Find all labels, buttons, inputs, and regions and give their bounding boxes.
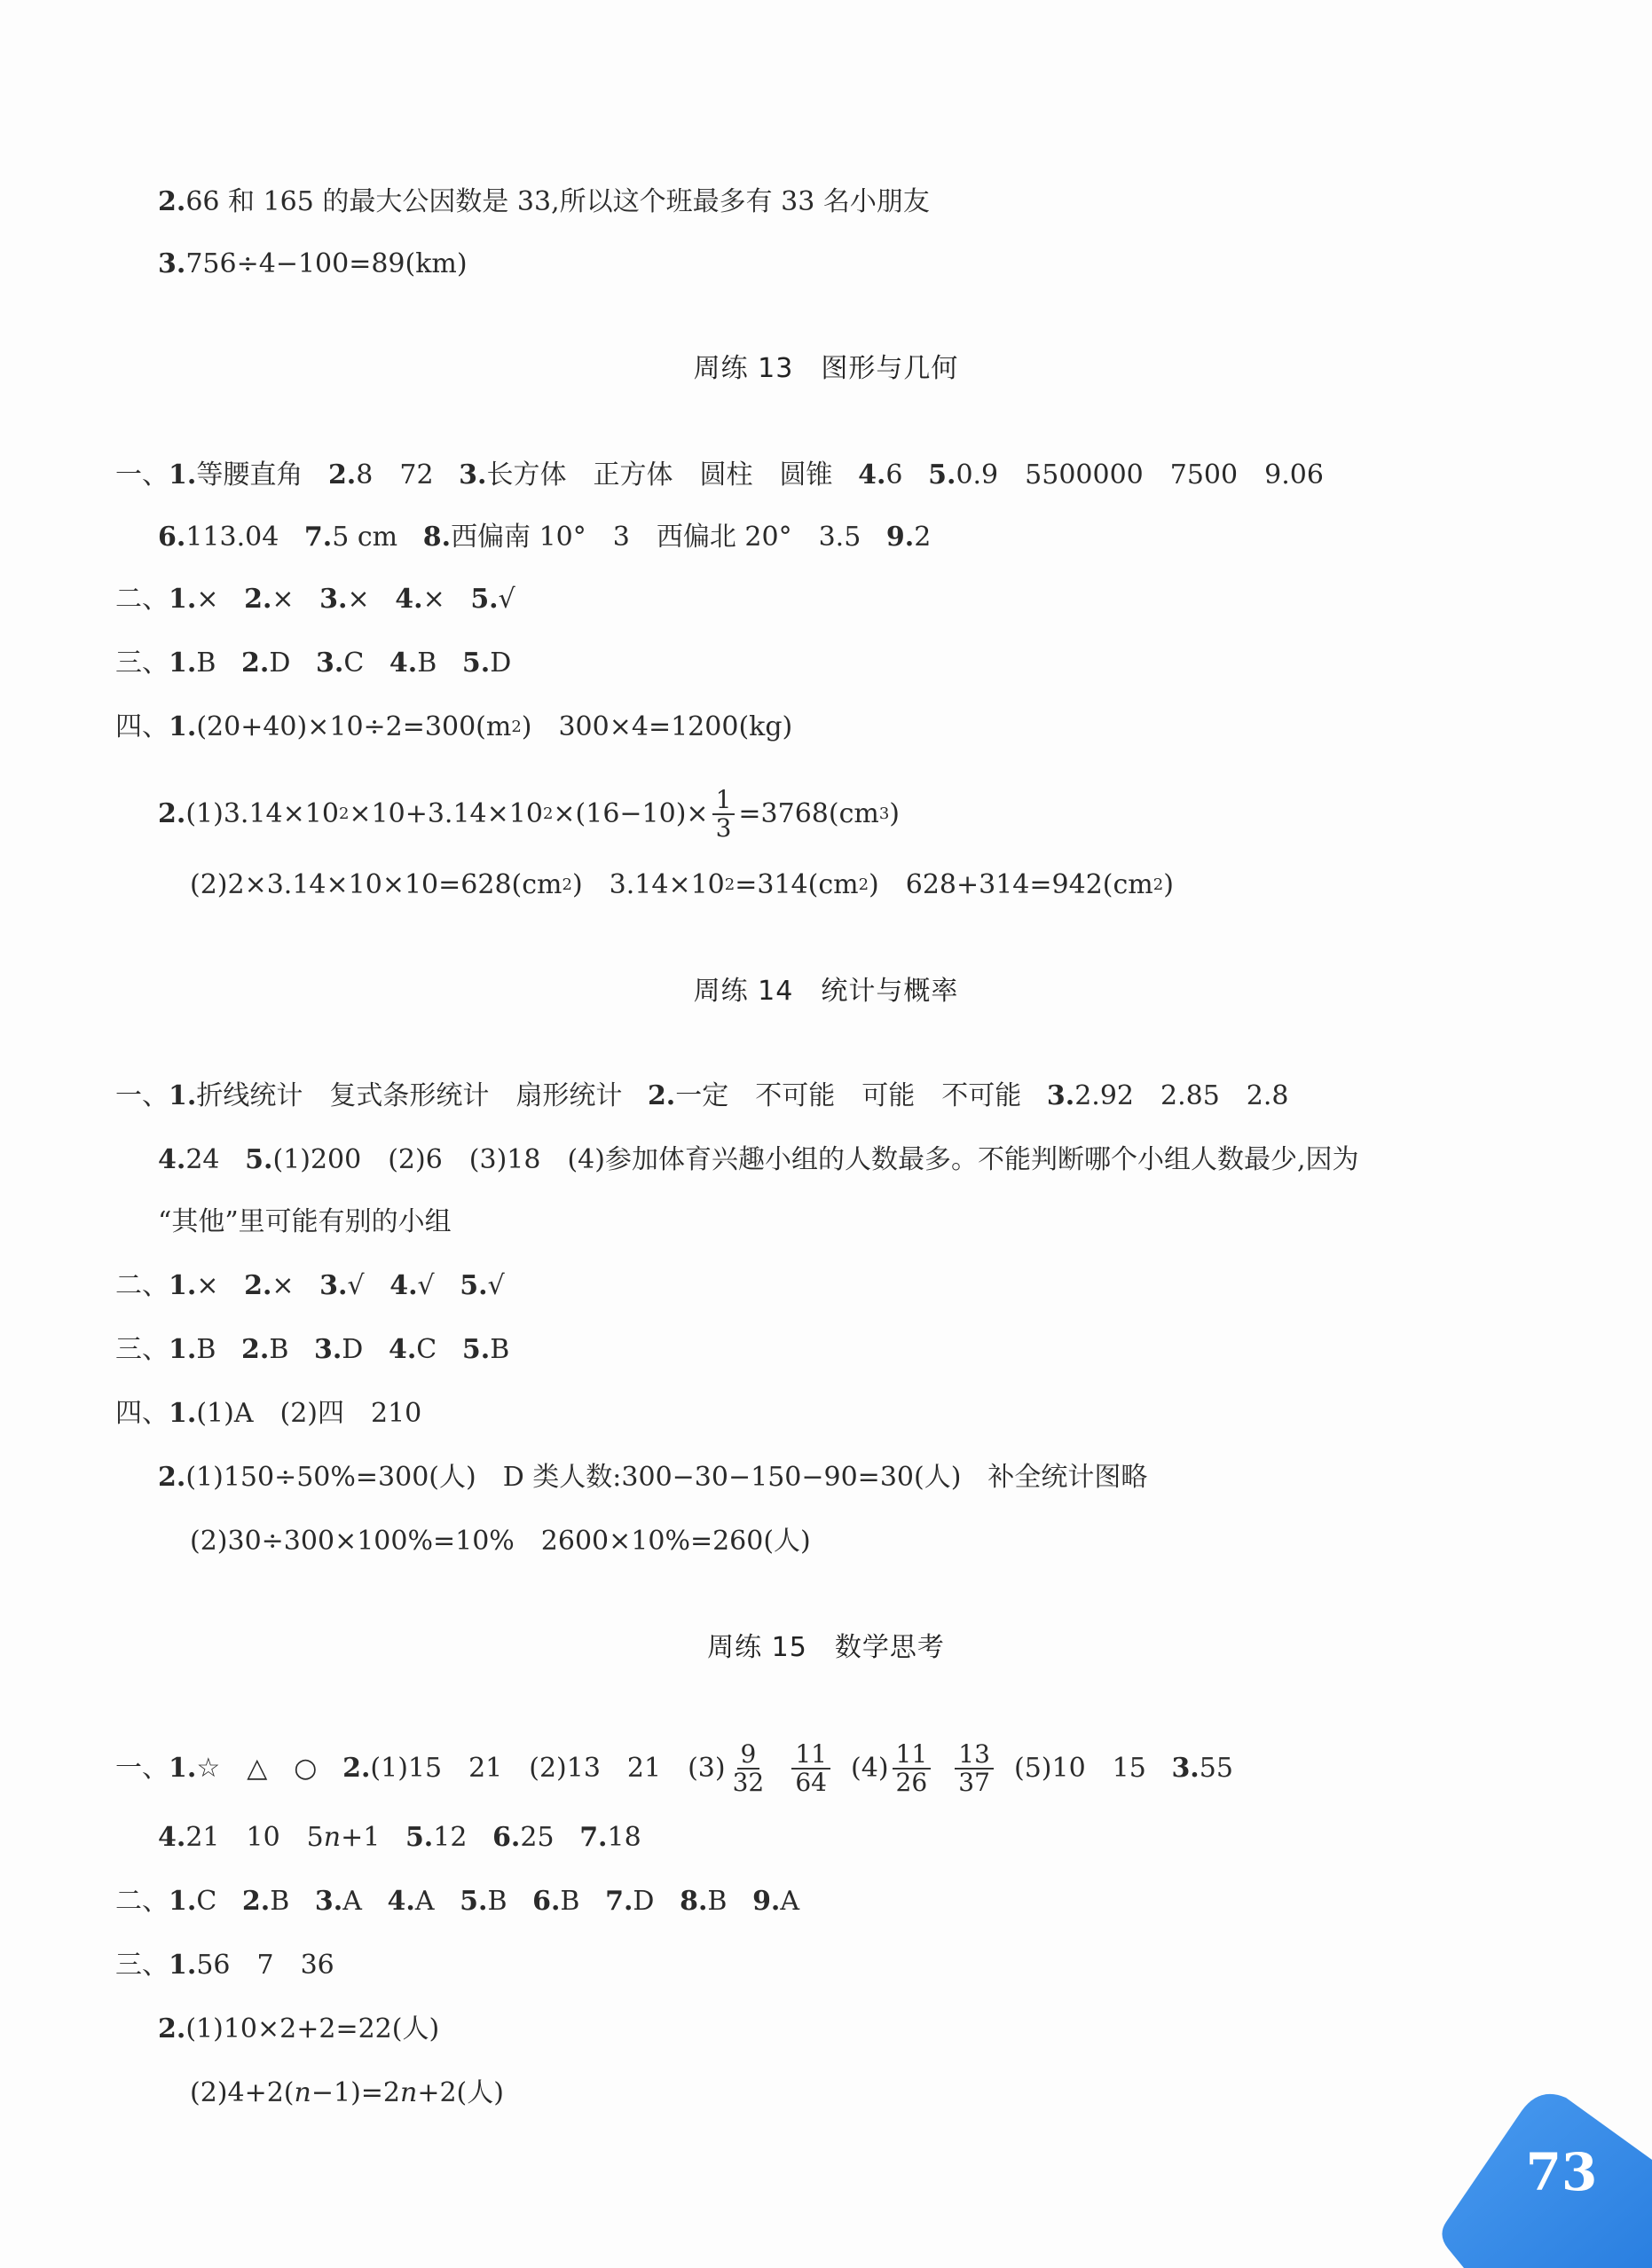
answer-text: 等腰直角 xyxy=(196,459,303,490)
answer-text: 66 和 165 的最大公因数是 33,所以这个班最多有 33 名小朋友 xyxy=(185,186,930,217)
item-number: 1. xyxy=(169,1886,197,1917)
answer-line: 2. (1)3.14×10 2 ×10+3.14×10 2 ×(16−10)× $\frac{1}{3}$ =3768(cm 3 ) xyxy=(158,785,901,843)
answer-text: × xyxy=(422,584,445,615)
answer-text: 25 xyxy=(520,1822,555,1853)
item-number: 6. xyxy=(532,1886,561,1917)
fraction-numerator: 13 xyxy=(955,1741,994,1770)
item-number: 2. xyxy=(327,459,357,490)
answer-text: “其他”里可能有别的小组 xyxy=(158,1206,452,1237)
item-number: 2. xyxy=(240,1334,270,1365)
answer-line xyxy=(158,1142,1359,1178)
fraction-numerator: 1 xyxy=(712,787,736,815)
item-number: 1. xyxy=(169,1950,197,1981)
item-number: 2. xyxy=(647,1080,676,1111)
answer-line xyxy=(158,184,930,220)
answer-text: −1)=2 xyxy=(311,2077,400,2108)
item-number: 1. xyxy=(169,1080,197,1111)
answer-text: (2)2×3.14×10×10=628(cm xyxy=(190,869,562,900)
item-number: 5. xyxy=(928,459,956,490)
item-number: 7. xyxy=(605,1886,633,1917)
item-number: 2. xyxy=(158,798,186,829)
answer-text: (1)3.14×10 xyxy=(185,798,339,829)
item-number: 3. xyxy=(315,647,344,679)
item-number: 4. xyxy=(158,1822,186,1853)
item-number: 1. xyxy=(169,1398,197,1429)
fraction xyxy=(712,787,736,842)
answer-line xyxy=(115,1396,421,1432)
answer-text: C xyxy=(196,1886,217,1917)
item-number: 5. xyxy=(470,584,499,615)
item-number: 1. xyxy=(169,647,197,679)
item-number: 2. xyxy=(244,584,272,615)
answer-text: B xyxy=(490,1334,510,1365)
answer-text: D xyxy=(633,1886,655,1917)
answer-text: B xyxy=(707,1886,728,1917)
section-lead: 一、 xyxy=(115,1080,169,1111)
section-title: 周练 14 统计与概率 xyxy=(693,976,959,1007)
item-number: 3. xyxy=(1046,1080,1075,1111)
answer-text: 6 xyxy=(885,459,903,490)
item-number: 5. xyxy=(461,1334,491,1365)
answer-text: B xyxy=(269,1334,289,1365)
answer-line: (2)2×3.14×10×10=628(cm 2 ) 3.14×10 2 =314(cm 2 ) 628+314=942(cm 2 ) xyxy=(190,867,1174,903)
fraction-numerator: 11 xyxy=(791,1741,830,1770)
fraction-numerator: 11 xyxy=(893,1741,932,1770)
answer-text: D xyxy=(490,647,512,679)
item-number: 4. xyxy=(395,584,423,615)
answer-text: +2(人) xyxy=(417,2077,504,2108)
answer-line xyxy=(115,1079,1289,1114)
answer-text: (1)150÷50%=300(人) D 类人数:300−30−150−90=30(人) 补全统计图略 xyxy=(185,1462,1148,1493)
item-number: 1. xyxy=(169,1753,197,1784)
section-lead: 三、 xyxy=(115,647,169,679)
answer-text: 21 10 5 xyxy=(185,1822,324,1853)
answer-line xyxy=(115,582,515,617)
section-title: 周练 15 数学思考 xyxy=(707,1632,945,1663)
answer-line xyxy=(190,2076,504,2111)
answer-text: × xyxy=(196,1270,219,1301)
fraction xyxy=(893,1741,932,1796)
answer-text: 55 xyxy=(1199,1753,1233,1784)
item-number: 8. xyxy=(422,522,452,553)
answer-text: (2)4+2( xyxy=(190,2077,295,2108)
answer-line xyxy=(158,1820,641,1856)
answer-text: A xyxy=(414,1886,435,1917)
variable: n xyxy=(400,2077,418,2108)
item-number: 3. xyxy=(1171,1753,1200,1784)
section-lead: 二、 xyxy=(115,1886,169,1917)
answer-text: 0.9 5500000 7500 9.06 xyxy=(956,459,1324,490)
item-number: 7. xyxy=(303,522,333,553)
answer-line xyxy=(115,1737,1233,1801)
fraction xyxy=(791,1741,830,1796)
answer-text: B xyxy=(196,1334,216,1365)
item-number: 2. xyxy=(158,186,186,217)
page-number: 73 xyxy=(1525,2142,1598,2202)
answer-text: 一定 不可能 可能 不可能 xyxy=(675,1080,1022,1111)
item-number: 5. xyxy=(405,1822,434,1853)
answer-text: (1)15 21 (2)13 21 (3) xyxy=(370,1753,726,1784)
item-number: 3. xyxy=(319,1270,348,1301)
answer-text: A xyxy=(342,1886,362,1917)
section-lead: 四、 xyxy=(115,711,169,742)
answer-line xyxy=(158,1460,1147,1495)
fraction xyxy=(729,1741,768,1796)
answer-text: (5)10 15 xyxy=(1013,1753,1146,1784)
answer-text: 2 xyxy=(914,522,932,553)
answer-text: (4) xyxy=(851,1753,889,1784)
item-number: 1. xyxy=(169,584,197,615)
answer-line xyxy=(115,1884,799,1919)
answer-text: 折线统计 复式条形统计 扇形统计 xyxy=(196,1080,623,1111)
item-number: 3. xyxy=(313,1334,342,1365)
answer-text: D xyxy=(269,647,291,679)
item-number: 1. xyxy=(169,1270,197,1301)
variable: n xyxy=(294,2077,311,2108)
section-lead: 三、 xyxy=(115,1950,169,1981)
fraction-denominator: 3 xyxy=(715,813,732,843)
answer-text: √ xyxy=(498,584,515,615)
item-number: 3. xyxy=(319,584,348,615)
answer-text: ) xyxy=(1163,869,1174,900)
answer-text: (1)200 (2)6 (3)18 (4)参加体育兴趣小组的人数最多。不能判断哪个小组人数最少,因为 xyxy=(272,1144,1359,1175)
answer-text: 56 7 36 xyxy=(196,1950,334,1981)
answer-text: 西偏南 10° 3 西偏北 20° 3.5 xyxy=(451,522,861,553)
answer-text: B xyxy=(270,1886,290,1917)
fraction xyxy=(955,1741,994,1796)
answer-line xyxy=(115,1268,505,1304)
answer-text: ☆ △ ○ xyxy=(196,1753,318,1784)
answer-text: 5 cm xyxy=(332,522,398,553)
item-number: 6. xyxy=(492,1822,521,1853)
item-number: 1. xyxy=(169,1334,197,1365)
item-number: 5. xyxy=(460,1886,488,1917)
fraction-denominator: 32 xyxy=(732,1768,765,1797)
section-lead: 一、 xyxy=(115,459,169,490)
answer-text: 18 xyxy=(607,1822,641,1853)
item-number: 5. xyxy=(461,647,491,679)
answer-line xyxy=(158,1205,452,1240)
answer-text: 113.04 xyxy=(185,522,279,553)
answer-text: B xyxy=(417,647,437,679)
item-number: 5. xyxy=(460,1270,488,1301)
answer-text: +1 xyxy=(341,1822,381,1853)
fraction-numerator: 9 xyxy=(737,1741,760,1770)
answer-text: 756÷4−100=89(km) xyxy=(185,248,468,279)
section-lead: 二、 xyxy=(115,1270,169,1301)
item-number: 4. xyxy=(387,1886,415,1917)
item-number: 2. xyxy=(240,647,270,679)
section-lead: 一、 xyxy=(115,1753,169,1784)
variable: n xyxy=(323,1822,342,1853)
answer-text: B xyxy=(487,1886,507,1917)
answer-text: (2)30÷300×100%=10% 2600×10%=260(人) xyxy=(190,1526,811,1557)
answer-text: × xyxy=(271,584,295,615)
answer-text: B xyxy=(560,1886,580,1917)
answer-line xyxy=(115,1332,509,1368)
answer-line xyxy=(158,520,931,555)
answer-text: =3768(cm xyxy=(738,798,879,829)
answer-line xyxy=(158,247,468,282)
item-number: 2. xyxy=(158,1462,186,1493)
answer-text: C xyxy=(343,647,365,679)
answer-text: 长方体 正方体 圆柱 圆锥 xyxy=(486,459,833,490)
item-number: 4. xyxy=(158,1144,186,1175)
answer-text: =314(cm xyxy=(735,869,859,900)
fraction-denominator: 37 xyxy=(958,1768,990,1797)
answer-text: ) 628+314=942(cm xyxy=(869,869,1153,900)
answer-text: ) 3.14×10 xyxy=(571,869,725,900)
item-number: 4. xyxy=(389,1270,418,1301)
item-number: 2. xyxy=(342,1753,371,1784)
item-number: 2. xyxy=(244,1270,272,1301)
item-number: 3. xyxy=(158,248,186,279)
item-number: 5. xyxy=(245,1144,273,1175)
answer-text: 12 xyxy=(433,1822,468,1853)
answer-text: (20+40)×10÷2=300(m xyxy=(196,711,512,742)
item-number: 4. xyxy=(388,1334,417,1365)
answer-text: √ xyxy=(487,1270,505,1301)
answer-text: A xyxy=(780,1886,800,1917)
answer-line xyxy=(115,1948,334,1983)
section-lead: 三、 xyxy=(115,1334,169,1365)
fraction-denominator: 64 xyxy=(795,1768,827,1797)
section-lead: 四、 xyxy=(115,1398,169,1429)
item-number: 4. xyxy=(389,647,418,679)
answer-text: 8 72 xyxy=(356,459,434,490)
item-number: 1. xyxy=(169,459,197,490)
answer-text: ×10+3.14×10 xyxy=(349,798,543,829)
answer-line xyxy=(158,2012,439,2047)
item-number: 4. xyxy=(858,459,886,490)
answer-text: 24 xyxy=(185,1144,220,1175)
item-number: 6. xyxy=(158,522,186,553)
answer-text: √ xyxy=(417,1270,435,1301)
answer-text: × xyxy=(347,584,370,615)
answer-text: × xyxy=(196,584,219,615)
item-number: 3. xyxy=(459,459,487,490)
answer-text: C xyxy=(416,1334,437,1365)
item-number: 9. xyxy=(752,1886,781,1917)
item-number: 2. xyxy=(158,2013,186,2044)
answer-line xyxy=(115,458,1324,493)
answer-text: (1)A (2)四 210 xyxy=(196,1398,422,1429)
answer-text: √ xyxy=(347,1270,365,1301)
answer-text: ×(16−10)× xyxy=(553,798,709,829)
answer-line xyxy=(115,646,511,681)
answer-line: 四、 1. (20+40)×10÷2=300(m 2 ) 300×4=1200(kg) xyxy=(115,710,792,745)
item-number: 1. xyxy=(169,711,197,742)
answer-text: D xyxy=(342,1334,364,1365)
section-title: 周练 13 图形与几何 xyxy=(693,353,959,384)
item-number: 7. xyxy=(579,1822,608,1853)
answer-text: ) xyxy=(889,798,901,829)
answer-text: ) 300×4=1200(kg) xyxy=(521,711,793,742)
item-number: 3. xyxy=(314,1886,343,1917)
item-number: 2. xyxy=(241,1886,271,1917)
answer-text: B xyxy=(196,647,216,679)
answer-text: × xyxy=(271,1270,295,1301)
item-number: 9. xyxy=(885,522,915,553)
item-number: 8. xyxy=(680,1886,708,1917)
section-lead: 二、 xyxy=(115,584,169,615)
answer-text: 2.92 2.85 2.8 xyxy=(1074,1080,1289,1111)
fraction-denominator: 26 xyxy=(895,1768,928,1797)
answer-text: (1)10×2+2=22(人) xyxy=(185,2013,440,2044)
answer-line xyxy=(190,1524,811,1559)
